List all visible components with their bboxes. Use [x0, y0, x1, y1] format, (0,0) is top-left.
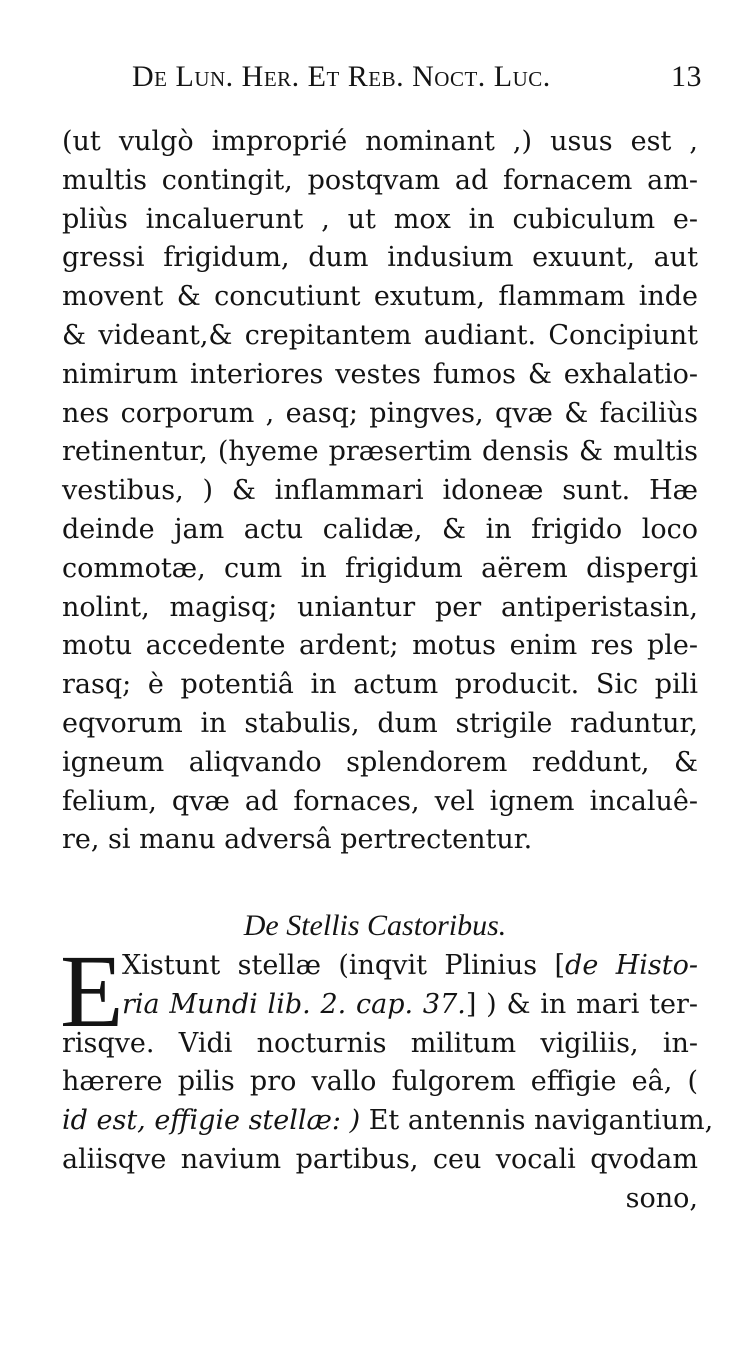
text-line: deinde jam actu calidæ, & in frigido loco	[62, 513, 698, 545]
text-line: nolint, magisq; uniantur per antiperistasin,	[62, 591, 698, 623]
citation-italic: ria Mundi lib. 2. cap. 37.	[122, 988, 466, 1020]
text-line	[62, 986, 698, 1025]
text-run: Et antennis navigantium,	[368, 1105, 714, 1137]
text-line: multis contingit, postqvam ad fornacem am-	[62, 164, 698, 196]
text-line: felium, qvæ ad fornaces, vel ignem incaluê-	[62, 785, 698, 817]
text-line: nimirum interiores vestes fumos & exhalatio-	[62, 358, 698, 390]
paragraph-continued	[62, 123, 698, 860]
text-line: (ut vulgò improprié nominant ,) usus est ,	[62, 126, 698, 157]
text-line: eqvorum in stabulis, dum strigile raduntur,	[62, 707, 698, 739]
text-line: gressi frigidum, dum indusium exuunt, aut	[62, 242, 698, 274]
text-line: aliisqve navium partibus, ceu vocali qvodam	[62, 1143, 698, 1175]
drop-cap: E	[60, 934, 124, 1049]
gloss-italic: id est, effigie stellæ: )	[62, 1105, 361, 1137]
text-line: nes corporum , easq; pingves, qvæ & faciliùs	[62, 397, 698, 429]
page-header	[132, 60, 702, 104]
text-line: movent & concutiunt exutum, flammam inde	[62, 281, 698, 313]
text-line: re, si manu adversâ pertrectentur.	[62, 824, 533, 856]
running-head: De Lun. Her. Et Reb. Noct. Luc.	[132, 60, 551, 93]
text-line: risqve. Vidi nocturnis militum vigiliis, in-	[62, 1027, 698, 1059]
text-run: Xistunt stellæ (inqvit Plinius [	[122, 950, 566, 981]
text-line	[62, 947, 698, 986]
text-line: retinentur, (hyeme præsertim densis & multis	[62, 436, 698, 468]
text-line: rasq; è potentiâ in actum producit. Sic pili	[62, 669, 698, 701]
text-run: ] ) & in mari ter-	[465, 988, 698, 1020]
text-line: motu accedente ardent; motus enim res ple-	[62, 630, 698, 662]
page-number: 13	[671, 60, 702, 93]
catchword: sono,	[625, 1182, 698, 1214]
text-line: pliùs incaluerunt , ut mox in cubiculum e-	[62, 203, 698, 235]
paragraph-stellis	[60, 934, 714, 1219]
text-line: commotæ, cum in frigidum aërem dispergi	[62, 552, 698, 584]
text-line: igneum aliqvando splendorem reddunt, &	[62, 746, 698, 778]
citation-italic: de Histo-	[565, 950, 698, 981]
text-line: hærere pilis pro vallo fulgorem effigie eâ, (	[62, 1066, 698, 1098]
text-line	[62, 1102, 714, 1141]
text-line: & videant,& crepitantem audiant. Concipiunt	[62, 319, 698, 351]
section-title: De Stellis Castoribus.	[243, 909, 507, 942]
text-line: vestibus, ) & inflammari idoneæ sunt. Hæ	[62, 475, 698, 507]
